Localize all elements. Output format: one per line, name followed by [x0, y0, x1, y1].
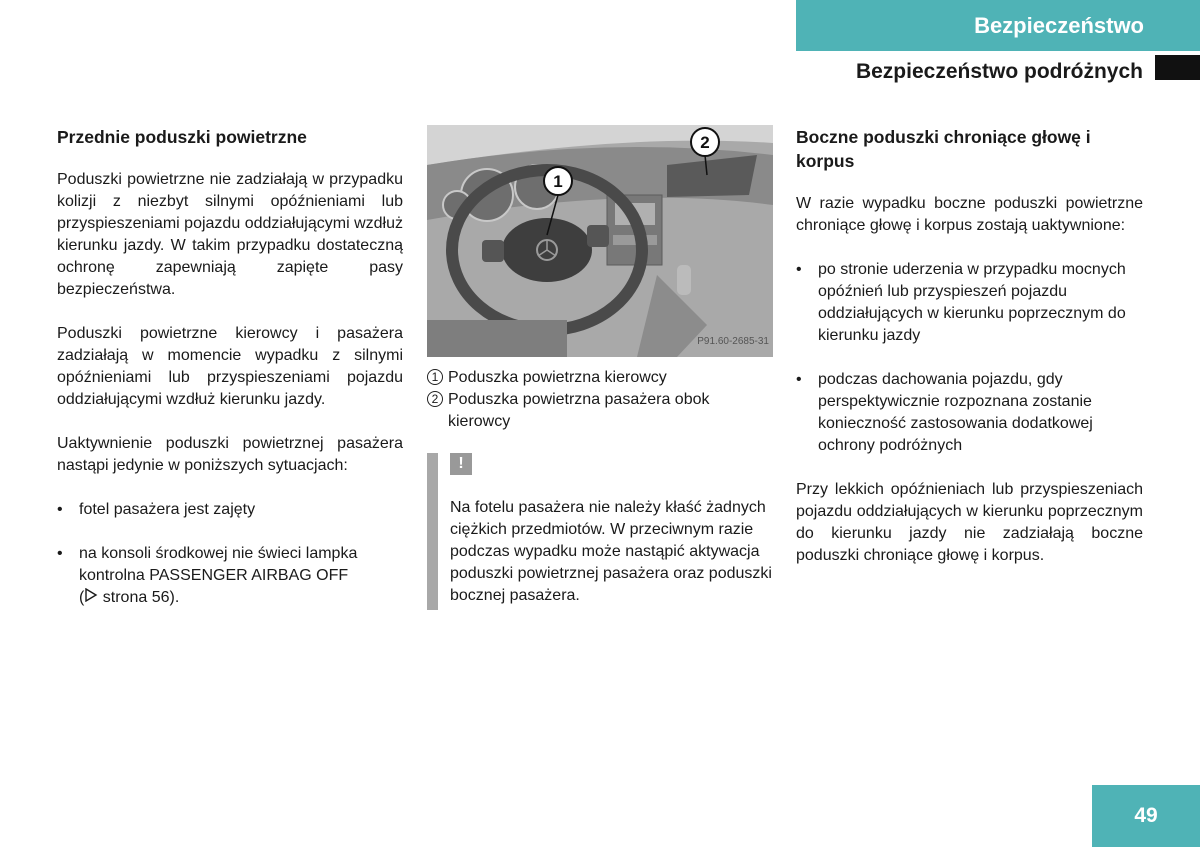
caption-text: Poduszka powietrzna pasażera obok kierowcy — [448, 391, 710, 430]
bullet-icon: • — [57, 545, 63, 562]
subsection-marker — [1155, 55, 1200, 80]
warning-box — [427, 453, 773, 610]
bullet-icon: • — [57, 501, 63, 518]
side-airbags-heading: Boczne poduszki chroniące głowę i korpus — [796, 127, 1091, 171]
list-item — [796, 259, 1143, 347]
bullet-icon: • — [796, 261, 802, 278]
number-2-icon: 2 — [427, 391, 443, 407]
figure-caption — [427, 367, 773, 433]
section-title: Bezpieczeństwo — [974, 12, 1144, 38]
bullet-icon: • — [796, 371, 802, 388]
left-column — [57, 125, 403, 631]
activation-list — [57, 499, 403, 609]
page-number: 49 — [1092, 785, 1200, 847]
callout-label: 2 — [700, 133, 710, 152]
list-item-text: podczas dachowania pojazdu, gdy perspektywicznie rozpoznana zostanie konieczność zastosowania dodatkowej ochrony podróżnych — [818, 371, 1093, 454]
callout-label: 1 — [553, 172, 563, 191]
warning-icon: ! — [450, 453, 472, 475]
paragraph: Poduszki powietrzne nie zadziałają w przypadku kolizji z niezbyt silnymi opóźnieniami lub przyspieszeniami pojazdu oddziałującymi wzdłuż kierunku jazdy. W takim przypadku dostateczną ochronę zapewniają zapięte pasy bezpieczeństwa. — [57, 171, 403, 298]
list-item-text: fotel pasażera jest zajęty — [79, 501, 256, 518]
number-1-icon: 1 — [427, 369, 443, 385]
front-airbags-heading: Przednie poduszki powietrzne — [57, 127, 307, 147]
paragraph: Uaktywnienie poduszki powietrznej pasażera nastąpi jedynie w poniższych sytuacjach: — [57, 435, 403, 474]
right-column — [796, 125, 1143, 589]
caption-item — [427, 367, 773, 389]
subsection-title: Bezpieczeństwo podróżnych — [855, 60, 1143, 83]
list-item-text: na konsoli środkowej nie świeci lampka kontrolna PASSENGER AIRBAG OFF — [79, 545, 358, 584]
warning-bar — [427, 453, 438, 610]
warning-text: Na fotelu pasażera nie należy kłaść żadnych ciężkich przedmiotów. W przeciwnym razie podczas wypadku może nastąpić aktywacja poduszki powietrznej pasażera oraz poduszki bocznej pasażera. — [450, 499, 772, 604]
caption-item — [427, 389, 773, 433]
list-item — [796, 369, 1143, 457]
side-activation-list — [796, 259, 1143, 457]
list-item-text: po stronie uderzenia w przypadku mocnych opóźnień lub przyspieszeń pojazdu oddziałujących w kierunku poprzecznym do kierunku jazdy — [818, 261, 1126, 344]
paragraph: Poduszki powietrzne kierowcy i pasażera zadziałają w momencie wypadku z silnymi opóźnieniami lub przyspieszeniami pojazdu oddziałującymi wzdłuż kierunku jazdy. — [57, 325, 403, 408]
arrow-right-icon — [84, 587, 98, 609]
list-item — [57, 499, 403, 521]
section-tab — [796, 0, 1200, 51]
middle-column — [427, 125, 773, 610]
list-item — [57, 543, 403, 609]
page-reference[interactable]: ( strona 56). — [79, 589, 179, 606]
paragraph: Przy lekkich opóźnieniach lub przyspieszeniach pojazdu oddziałujących w kierunku poprzecznym do kierunku jazdy nie zadziałają boczne poduszki chroniące głowę i korpus. — [796, 481, 1143, 564]
caption-text: Poduszka powietrzna kierowcy — [448, 369, 667, 386]
figure-code: P91.60-2685-31 — [697, 336, 769, 347]
dashboard-illustration — [427, 125, 773, 357]
paragraph: W razie wypadku boczne poduszki powietrzne chroniące głowę i korpus zostają uaktywnione: — [796, 195, 1143, 234]
